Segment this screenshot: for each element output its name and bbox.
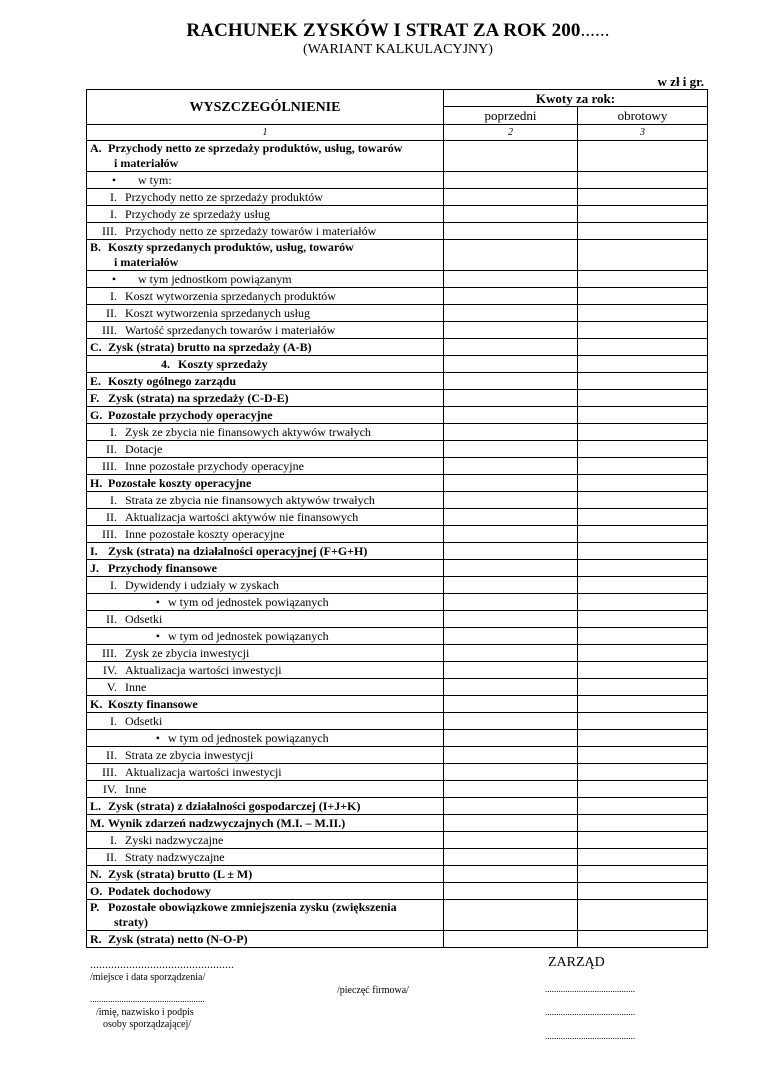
row-number: I. — [110, 577, 117, 592]
table-row — [87, 628, 708, 645]
row-number: I. — [110, 832, 117, 847]
table-row — [87, 441, 708, 458]
value-current-year[interactable] — [578, 373, 708, 390]
row-number: III. — [102, 458, 117, 473]
row-label: Zyski nadzwyczajne — [125, 832, 224, 847]
value-current-year[interactable] — [578, 475, 708, 492]
row-number: I. — [110, 492, 117, 507]
name-label-line2: osoby sporządzającej/ — [103, 1019, 192, 1030]
row-label: w tym od jednostek powiązanych — [168, 594, 329, 609]
row-label: Dotacje — [125, 441, 163, 456]
table-row — [87, 747, 708, 764]
row-label: Inne pozostałe przychody operacyjne — [125, 458, 304, 473]
row-number: II. — [106, 747, 117, 762]
value-current-year[interactable] — [578, 815, 708, 832]
table-row — [87, 458, 708, 475]
value-previous-year[interactable] — [444, 407, 578, 424]
value-previous-year[interactable] — [444, 271, 578, 288]
row-number: I. — [110, 206, 117, 221]
value-previous-year[interactable] — [444, 373, 578, 390]
value-current-year[interactable] — [578, 509, 708, 526]
value-current-year[interactable] — [578, 288, 708, 305]
row-description — [87, 747, 444, 764]
row-description — [87, 492, 444, 509]
row-number: B. — [90, 240, 102, 254]
value-previous-year[interactable] — [444, 424, 578, 441]
value-current-year[interactable] — [578, 560, 708, 577]
row-description — [87, 866, 444, 883]
value-current-year[interactable] — [578, 931, 708, 948]
value-previous-year[interactable] — [444, 747, 578, 764]
value-current-year[interactable] — [578, 339, 708, 356]
value-previous-year[interactable] — [444, 662, 578, 679]
col-header-current: obrotowy — [578, 107, 708, 125]
table-row — [87, 764, 708, 781]
unit-label: w zł i gr. — [657, 74, 704, 89]
row-description — [87, 730, 444, 747]
row-label: Zysk (strata) brutto (L ± M) — [108, 866, 253, 881]
stamp-label: /pieczęć firmowa/ — [337, 985, 409, 996]
row-number: IV. — [102, 781, 117, 796]
row-number: III. — [102, 223, 117, 238]
row-description — [87, 577, 444, 594]
value-current-year[interactable] — [578, 240, 708, 271]
table-row — [87, 645, 708, 662]
row-number: L. — [90, 798, 102, 813]
table-row — [87, 866, 708, 883]
row-description — [87, 543, 444, 560]
row-description — [87, 679, 444, 696]
value-current-year[interactable] — [578, 305, 708, 322]
value-previous-year[interactable] — [444, 189, 578, 206]
bullet-icon: • — [111, 172, 117, 187]
bullet-icon: • — [111, 271, 117, 286]
row-description — [87, 713, 444, 730]
bullet-icon: • — [155, 628, 160, 643]
table-row — [87, 339, 708, 356]
table-row — [87, 288, 708, 305]
value-current-year[interactable] — [578, 730, 708, 747]
income-statement-table — [86, 89, 708, 948]
col-number-3: 3 — [578, 125, 708, 141]
value-previous-year[interactable] — [444, 611, 578, 628]
row-label: Inne pozostałe koszty operacyjne — [125, 526, 285, 541]
row-label: Aktualizacja wartości inwestycji — [125, 662, 282, 677]
table-row — [87, 373, 708, 390]
value-previous-year[interactable] — [444, 628, 578, 645]
row-description — [87, 781, 444, 798]
row-label: Straty nadzwyczajne — [125, 849, 225, 864]
value-current-year[interactable] — [578, 679, 708, 696]
value-current-year[interactable] — [578, 543, 708, 560]
row-description — [87, 356, 444, 373]
table-row — [87, 849, 708, 866]
value-previous-year[interactable] — [444, 594, 578, 611]
row-label: Koszty ogólnego zarządu — [108, 373, 236, 388]
col-header-previous: poprzedni — [444, 107, 578, 125]
table-row — [87, 713, 708, 730]
value-previous-year[interactable] — [444, 441, 578, 458]
value-current-year[interactable] — [578, 441, 708, 458]
row-number: III. — [102, 526, 117, 541]
row-label: Wartość sprzedanych towarów i materiałów — [125, 322, 336, 337]
row-number: II. — [106, 509, 117, 524]
value-previous-year[interactable] — [444, 883, 578, 900]
row-number: E. — [90, 373, 102, 388]
value-current-year[interactable] — [578, 189, 708, 206]
value-previous-year[interactable] — [444, 390, 578, 407]
row-description — [87, 628, 444, 645]
name-dots: ................................................... — [90, 994, 205, 1004]
row-description — [87, 305, 444, 322]
value-previous-year[interactable] — [444, 240, 578, 271]
value-previous-year[interactable] — [444, 781, 578, 798]
board-signature-line-1: ........................................ — [545, 984, 635, 994]
table-row — [87, 781, 708, 798]
row-number: K. — [90, 696, 103, 711]
row-description — [87, 611, 444, 628]
board-signature-line-2: ........................................ — [545, 1007, 635, 1017]
table-row — [87, 141, 708, 172]
col-header-description: WYSZCZEGÓLNIENIE — [87, 90, 444, 125]
row-number: III. — [102, 645, 117, 660]
value-previous-year[interactable] — [444, 577, 578, 594]
row-description — [87, 849, 444, 866]
row-number: II. — [106, 441, 117, 456]
row-label: w tym od jednostek powiązanych — [168, 628, 329, 643]
row-label: Koszty sprzedanych produktów, usług, towarów — [108, 240, 354, 254]
value-current-year[interactable] — [578, 628, 708, 645]
row-label: Koszty sprzedaży — [178, 356, 268, 371]
row-label: Koszt wytworzenia sprzedanych usług — [125, 305, 310, 320]
table-row — [87, 390, 708, 407]
value-previous-year[interactable] — [444, 849, 578, 866]
value-current-year[interactable] — [578, 883, 708, 900]
value-previous-year[interactable] — [444, 730, 578, 747]
value-previous-year[interactable] — [444, 141, 578, 172]
value-current-year[interactable] — [578, 662, 708, 679]
bullet-icon: • — [155, 730, 160, 745]
value-current-year[interactable] — [578, 832, 708, 849]
value-current-year[interactable] — [578, 407, 708, 424]
row-description — [87, 206, 444, 223]
row-description — [87, 645, 444, 662]
row-number: J. — [90, 560, 99, 575]
value-previous-year[interactable] — [444, 543, 578, 560]
row-label-continued: straty) — [114, 915, 148, 929]
row-number: III. — [102, 322, 117, 337]
value-previous-year[interactable] — [444, 206, 578, 223]
row-description — [87, 407, 444, 424]
row-description — [87, 373, 444, 390]
row-number: I. — [110, 189, 117, 204]
value-current-year[interactable] — [578, 390, 708, 407]
table-row — [87, 560, 708, 577]
value-current-year[interactable] — [578, 271, 708, 288]
bullet-icon: • — [155, 594, 160, 609]
row-label: Przychody netto ze sprzedaży produktów, usług, towarów — [108, 141, 403, 155]
table-row — [87, 172, 708, 189]
value-current-year[interactable] — [578, 577, 708, 594]
row-description — [87, 526, 444, 543]
value-current-year[interactable] — [578, 866, 708, 883]
row-label: Podatek dochodowy — [108, 883, 212, 898]
row-label: Przychody netto ze sprzedaży towarów i materiałów — [125, 223, 377, 238]
row-number: P. — [90, 900, 100, 914]
value-previous-year[interactable] — [444, 645, 578, 662]
row-label: Inne — [125, 679, 147, 694]
table-row — [87, 611, 708, 628]
row-description — [87, 424, 444, 441]
row-label: Strata ze zbycia nie finansowych aktywów trwałych — [125, 492, 375, 507]
row-label: Koszt wytworzenia sprzedanych produktów — [125, 288, 336, 303]
value-previous-year[interactable] — [444, 492, 578, 509]
row-label: Zysk (strata) brutto na sprzedaży (A-B) — [108, 339, 312, 354]
row-label: w tym: — [138, 172, 172, 187]
row-label: Koszty finansowe — [108, 696, 198, 711]
value-current-year[interactable] — [578, 781, 708, 798]
value-current-year[interactable] — [578, 424, 708, 441]
value-current-year[interactable] — [578, 713, 708, 730]
title-dots: ...... — [580, 20, 610, 41]
row-number: M. — [90, 815, 105, 830]
row-description — [87, 172, 444, 189]
row-label: w tym jednostkom powiązanym — [138, 271, 292, 286]
place-date-label: /miejsce i data sporządzenia/ — [90, 972, 206, 983]
row-description — [87, 141, 444, 172]
value-current-year[interactable] — [578, 594, 708, 611]
row-label: Przychody finansowe — [108, 560, 217, 575]
value-current-year[interactable] — [578, 526, 708, 543]
table-row — [87, 189, 708, 206]
row-number: II. — [106, 305, 117, 320]
table-row — [87, 798, 708, 815]
value-previous-year[interactable] — [444, 339, 578, 356]
row-number: F. — [90, 390, 100, 405]
value-previous-year[interactable] — [444, 322, 578, 339]
value-previous-year[interactable] — [444, 900, 578, 931]
row-number: III. — [102, 764, 117, 779]
table-row — [87, 356, 708, 373]
row-description — [87, 832, 444, 849]
value-current-year[interactable] — [578, 206, 708, 223]
row-description — [87, 390, 444, 407]
row-description — [87, 560, 444, 577]
row-description — [87, 662, 444, 679]
table-row — [87, 240, 708, 271]
table-row — [87, 815, 708, 832]
table-row — [87, 577, 708, 594]
value-current-year[interactable] — [578, 492, 708, 509]
value-current-year[interactable] — [578, 798, 708, 815]
row-label: Przychody ze sprzedaży usług — [125, 206, 270, 221]
row-number: 4. — [161, 356, 170, 371]
row-number: IV. — [102, 662, 117, 677]
table-row — [87, 206, 708, 223]
board-label: ZARZĄD — [548, 955, 605, 970]
row-number: G. — [90, 407, 103, 422]
table-row — [87, 509, 708, 526]
row-number: II. — [106, 611, 117, 626]
table-row — [87, 696, 708, 713]
row-description — [87, 271, 444, 288]
value-current-year[interactable] — [578, 172, 708, 189]
row-label: Zysk (strata) na sprzedaży (C-D-E) — [108, 390, 289, 405]
value-previous-year[interactable] — [444, 305, 578, 322]
row-number: C. — [90, 339, 102, 354]
row-label: Aktualizacja wartości aktywów nie finansowych — [125, 509, 359, 524]
table-row — [87, 679, 708, 696]
row-label: Aktualizacja wartości inwestycji — [125, 764, 282, 779]
value-previous-year[interactable] — [444, 356, 578, 373]
table-row — [87, 305, 708, 322]
value-previous-year[interactable] — [444, 172, 578, 189]
row-label: Odsetki — [125, 611, 163, 626]
row-number: R. — [90, 931, 102, 946]
table-row — [87, 407, 708, 424]
row-label: Pozostałe koszty operacyjne — [108, 475, 252, 490]
table-row — [87, 662, 708, 679]
row-label: Strata ze zbycia inwestycji — [125, 747, 254, 762]
value-previous-year[interactable] — [444, 696, 578, 713]
row-description — [87, 223, 444, 240]
value-current-year[interactable] — [578, 322, 708, 339]
value-current-year[interactable] — [578, 696, 708, 713]
col-header-amounts: Kwoty za rok: — [444, 90, 708, 107]
row-label: Zysk (strata) z działalności gospodarczej (I+J+K) — [108, 798, 361, 813]
value-current-year[interactable] — [578, 223, 708, 240]
table-row — [87, 543, 708, 560]
value-previous-year[interactable] — [444, 560, 578, 577]
table-row — [87, 900, 708, 931]
row-number: N. — [90, 866, 102, 881]
name-label-line1: /imię, nazwisko i podpis — [96, 1007, 194, 1018]
value-previous-year[interactable] — [444, 509, 578, 526]
board-signature-line-3: ........................................ — [545, 1031, 635, 1041]
row-number: O. — [90, 883, 103, 898]
row-description — [87, 900, 444, 931]
row-number: I. — [110, 288, 117, 303]
value-previous-year[interactable] — [444, 526, 578, 543]
row-description — [87, 696, 444, 713]
value-current-year[interactable] — [578, 900, 708, 931]
row-label: Odsetki — [125, 713, 163, 728]
value-current-year[interactable] — [578, 141, 708, 172]
table-row — [87, 883, 708, 900]
value-current-year[interactable] — [578, 849, 708, 866]
value-current-year[interactable] — [578, 764, 708, 781]
table-row — [87, 271, 708, 288]
row-description — [87, 883, 444, 900]
value-previous-year[interactable] — [444, 475, 578, 492]
row-number: II. — [106, 849, 117, 864]
value-previous-year[interactable] — [444, 866, 578, 883]
row-description — [87, 458, 444, 475]
value-previous-year[interactable] — [444, 931, 578, 948]
row-description — [87, 189, 444, 206]
table-row — [87, 931, 708, 948]
row-label: Zysk ze zbycia inwestycji — [125, 645, 250, 660]
value-previous-year[interactable] — [444, 832, 578, 849]
row-description — [87, 798, 444, 815]
row-label: Zysk (strata) netto (N-O-P) — [108, 931, 248, 946]
row-label-continued: i materiałów — [114, 156, 179, 170]
row-number: V. — [106, 679, 117, 694]
row-number: I. — [110, 713, 117, 728]
row-label: Wynik zdarzeń nadzwyczajnych (M.I. – M.II.) — [108, 815, 346, 830]
row-description — [87, 509, 444, 526]
row-number: I. — [90, 543, 98, 558]
row-label: Zysk (strata) na działalności operacyjnej (F+G+H) — [108, 543, 368, 558]
page-subtitle: (WARIANT KALKULACYJNY) — [303, 42, 493, 57]
row-label: w tym od jednostek powiązanych — [168, 730, 329, 745]
row-label: Zysk ze zbycia nie finansowych aktywów trwałych — [125, 424, 371, 439]
col-number-2: 2 — [444, 125, 578, 141]
value-previous-year[interactable] — [444, 458, 578, 475]
row-label-continued: i materiałów — [114, 255, 179, 269]
title-text: RACHUNEK ZYSKÓW I STRAT ZA ROK 200 — [186, 20, 581, 41]
row-description — [87, 288, 444, 305]
table-row — [87, 594, 708, 611]
value-previous-year[interactable] — [444, 223, 578, 240]
value-previous-year[interactable] — [444, 798, 578, 815]
row-number: A. — [90, 141, 102, 155]
row-description — [87, 322, 444, 339]
table-row — [87, 223, 708, 240]
value-previous-year[interactable] — [444, 713, 578, 730]
value-current-year[interactable] — [578, 747, 708, 764]
value-current-year[interactable] — [578, 458, 708, 475]
value-current-year[interactable] — [578, 356, 708, 373]
row-label: Inne — [125, 781, 147, 796]
row-label: Pozostałe obowiązkowe zmniejszenia zysku (zwiększenia — [108, 900, 397, 914]
row-label: Pozostałe przychody operacyjne — [108, 407, 273, 422]
row-number: I. — [110, 424, 117, 439]
value-current-year[interactable] — [578, 611, 708, 628]
row-description — [87, 931, 444, 948]
table-row — [87, 832, 708, 849]
row-description — [87, 240, 444, 271]
value-previous-year[interactable] — [444, 679, 578, 696]
table-row — [87, 526, 708, 543]
table-row — [87, 322, 708, 339]
page-title — [0, 20, 760, 42]
row-description — [87, 441, 444, 458]
row-label: Dywidendy i udziały w zyskach — [125, 577, 279, 592]
table-row — [87, 730, 708, 747]
row-description — [87, 475, 444, 492]
col-number-1: 1 — [87, 125, 444, 141]
table-row — [87, 424, 708, 441]
place-date-dots: ................................................ — [90, 957, 234, 971]
value-previous-year[interactable] — [444, 288, 578, 305]
row-description — [87, 594, 444, 611]
value-previous-year[interactable] — [444, 764, 578, 781]
value-current-year[interactable] — [578, 645, 708, 662]
row-number: H. — [90, 475, 103, 490]
statement-rows — [87, 141, 708, 948]
table-row — [87, 492, 708, 509]
row-label: Przychody netto ze sprzedaży produktów — [125, 189, 323, 204]
table-row — [87, 475, 708, 492]
value-previous-year[interactable] — [444, 815, 578, 832]
row-description — [87, 815, 444, 832]
row-description — [87, 764, 444, 781]
row-description — [87, 339, 444, 356]
